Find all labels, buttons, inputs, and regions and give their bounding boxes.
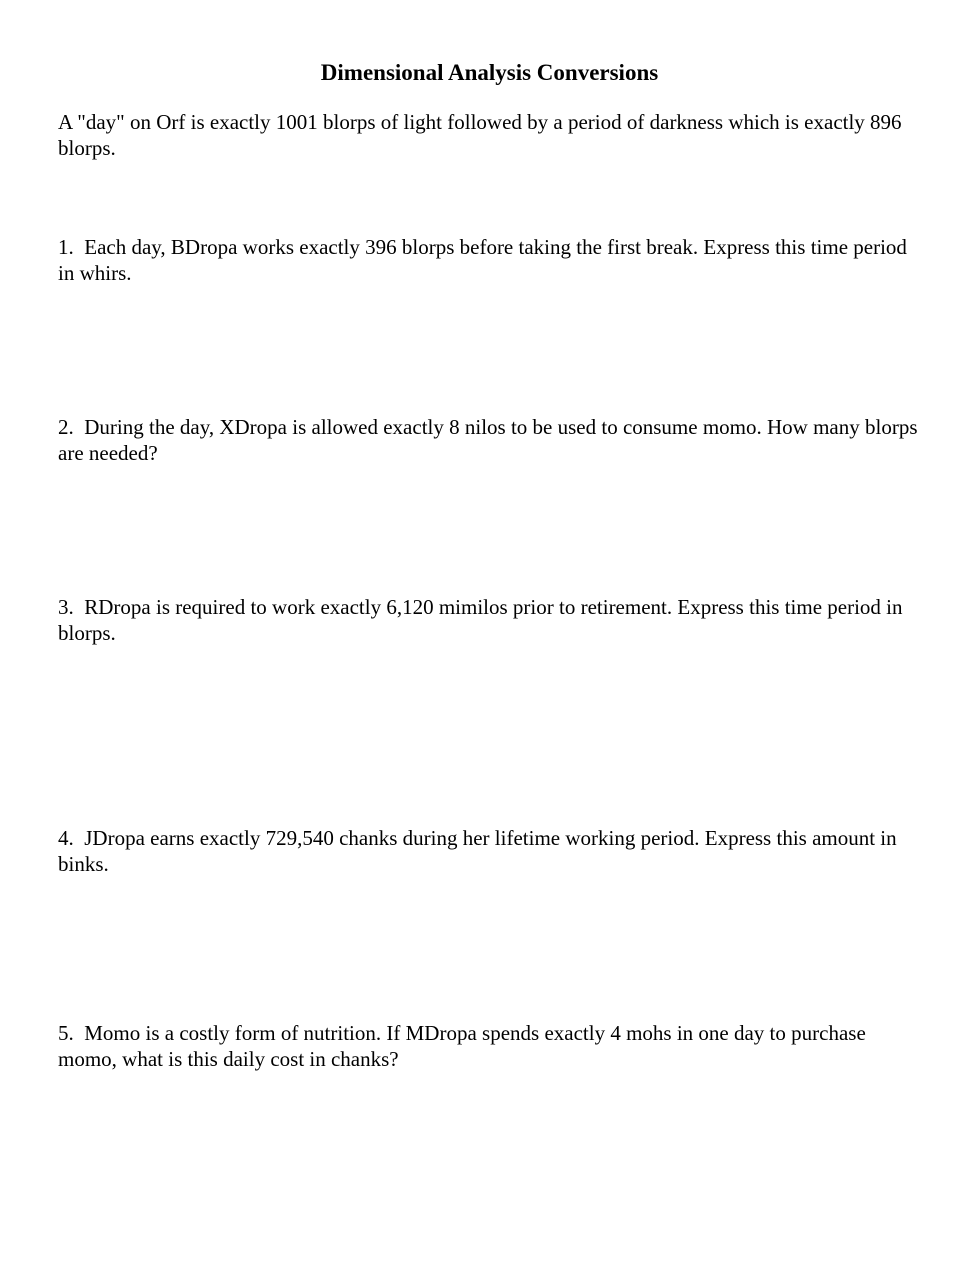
page-title: Dimensional Analysis Conversions <box>320 60 659 85</box>
question-text: RDropa is required to work exactly 6,120 mimilos prior to retirement. Express this time period in blorps. <box>58 595 903 645</box>
question-text: During the day, XDropa is allowed exactly 8 nilos to be used to consume momo. How many blorps are needed? <box>58 415 918 465</box>
question-1 <box>58 234 928 286</box>
question-number: 1. <box>58 235 74 259</box>
question-5 <box>58 1020 928 1072</box>
intro-paragraph: A "day" on Orf is exactly 1001 blorps of light followed by a period of darkness which is exactly 896 blorps. <box>58 110 902 160</box>
question-number: 4. <box>58 826 74 850</box>
question-3 <box>58 594 928 646</box>
question-number: 2. <box>58 415 74 439</box>
question-2 <box>58 414 928 466</box>
question-4 <box>58 825 928 877</box>
question-text: Each day, BDropa works exactly 396 blorps before taking the first break. Express this time period in whirs. <box>58 235 907 285</box>
question-text: JDropa earns exactly 729,540 chanks during her lifetime working period. Express this amount in binks. <box>58 826 897 876</box>
question-text: Momo is a costly form of nutrition. If MDropa spends exactly 4 mohs in one day to purchase momo, what is this daily cost in chanks? <box>58 1021 866 1071</box>
question-number: 5. <box>58 1021 74 1045</box>
question-number: 3. <box>58 595 74 619</box>
